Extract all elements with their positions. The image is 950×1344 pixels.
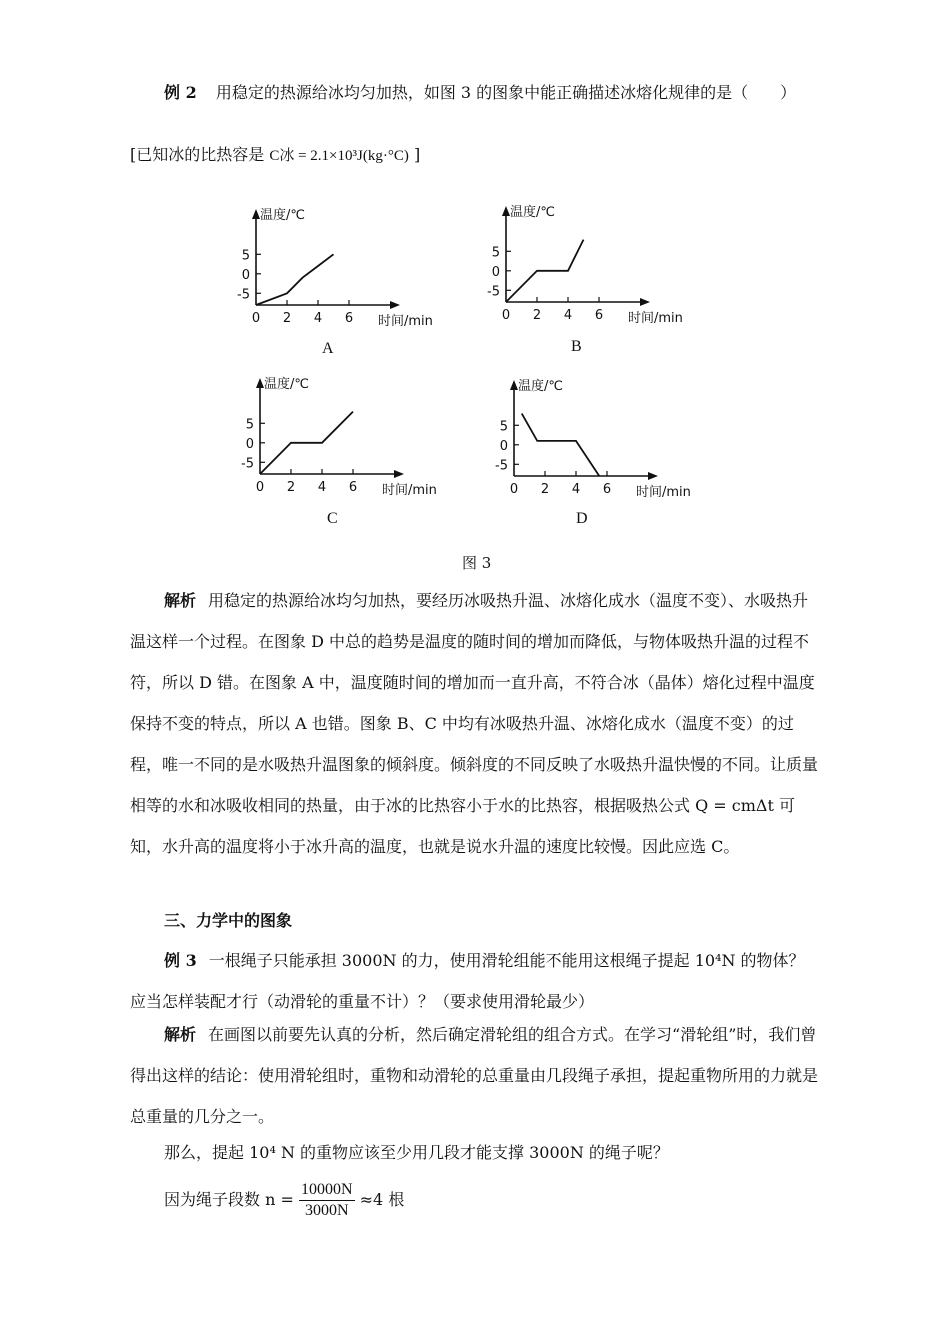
graph-C-caption: C (327, 510, 338, 527)
y-axis-label: 温度/℃ (260, 208, 305, 223)
example3-text: 一根绳子只能承担 3000N 的力，使用滑轮组能不能用这根绳子提起 10⁴N 的物体？应当怎样装配才行（动滑轮的重量不计）？（要求使用滑轮最少） (130, 951, 805, 1011)
x-axis-label: 时间/min (636, 485, 691, 500)
example2-label: 例 2 (164, 83, 197, 102)
series-line-B (506, 240, 584, 302)
x-tick-label: 2 (286, 480, 296, 495)
x-tick-label: 4 (563, 308, 573, 323)
y-tick-label: -5 (241, 456, 254, 472)
because-line (164, 1180, 404, 1221)
series-line-D (522, 414, 600, 476)
analysis1-label: 解析 (164, 591, 197, 610)
known-prefix: [已知冰的比热容是 (130, 145, 265, 164)
known-heat-capacity (130, 144, 420, 167)
x-tick-label: 0 (251, 311, 261, 326)
graph-C (200, 374, 437, 518)
x-tick-label: 4 (571, 482, 581, 497)
x-axis-label: 时间/min (378, 314, 433, 329)
graph-A-caption: A (322, 340, 334, 357)
x-tick-label: 2 (282, 311, 292, 326)
y-axis-label: 温度/℃ (264, 377, 309, 392)
graph-B (446, 202, 683, 346)
graph-D (454, 376, 691, 520)
x-tick-label: 6 (594, 308, 604, 323)
series-line-C (260, 412, 353, 474)
y-tick-label: 5 (241, 248, 250, 264)
graph-B-svg (446, 202, 683, 342)
analysis2-label: 解析 (164, 1025, 197, 1044)
x-axis-arrow (394, 470, 404, 478)
then-line: 那么，提起 10⁴ N 的重物应该至少用几段才能支撑 3000N 的绳子呢？ (164, 1143, 669, 1162)
fraction-numerator: 10000N (299, 1180, 355, 1201)
graph-D-svg (454, 376, 691, 516)
because-result: ≈4 根 (359, 1190, 405, 1209)
y-axis-arrow (510, 380, 518, 390)
graph-A-svg (196, 205, 433, 345)
known-suffix: ] (413, 145, 421, 164)
y-axis-label: 温度/℃ (518, 379, 563, 394)
figure-caption: 图 3 (462, 554, 492, 572)
y-axis-label: 温度/℃ (510, 205, 555, 220)
graph-B-caption: B (571, 338, 582, 355)
y-tick-label: 5 (245, 417, 254, 433)
example2-question (164, 82, 796, 104)
x-tick-label: 0 (255, 480, 265, 495)
x-tick-label: 0 (509, 482, 519, 497)
x-tick-label: 0 (501, 308, 511, 323)
graph-A (196, 205, 433, 349)
y-tick-label: -5 (487, 284, 500, 300)
example3-label: 例 3 (164, 951, 197, 970)
x-tick-label: 6 (344, 311, 354, 326)
x-axis-label: 时间/min (628, 311, 683, 326)
y-axis-arrow (502, 206, 510, 216)
x-axis-label: 时间/min (382, 483, 437, 498)
analysis1-paragraph (130, 580, 820, 867)
x-tick-label: 6 (348, 480, 358, 495)
y-tick-label: 5 (499, 419, 508, 435)
fraction-denominator: 3000N (304, 1202, 349, 1219)
y-tick-label: 0 (491, 264, 500, 280)
graph-C-svg (200, 374, 437, 514)
known-formula: C冰 = 2.1×10³J(kg·°C) (269, 148, 409, 164)
section3-title: 三、力学中的图象 (164, 911, 293, 930)
graph-D-caption: D (576, 510, 588, 527)
analysis2-paragraph (130, 1014, 820, 1137)
fraction (299, 1180, 355, 1221)
example2-text: 用稳定的热源给冰均匀加热，如图 3 的图象中能正确描述冰熔化规律的是（ ） (215, 83, 797, 102)
x-axis-arrow (648, 472, 658, 480)
x-tick-label: 4 (313, 311, 323, 326)
analysis2-text: 在画图以前要先认真的分析，然后确定滑轮组的组合方式。在学习“滑轮组”时，我们曾得出这样的结论：使用滑轮组时，重物和动滑轮的总重量由几段绳子承担，提起重物所用的力就是总重量的几分之一。 (130, 1025, 819, 1126)
y-tick-label: 5 (491, 245, 500, 261)
y-axis-arrow (256, 378, 264, 388)
y-tick-label: 0 (499, 438, 508, 454)
y-tick-label: 0 (241, 267, 250, 283)
series-line-A (256, 254, 334, 305)
because-prefix: 因为绳子段数 n = (164, 1190, 294, 1209)
x-axis-arrow (390, 301, 400, 309)
example3-paragraph (130, 940, 820, 1022)
x-axis-arrow (640, 298, 650, 306)
y-tick-label: -5 (237, 287, 250, 303)
x-tick-label: 4 (317, 480, 327, 495)
x-tick-label: 2 (540, 482, 550, 497)
y-tick-label: -5 (495, 458, 508, 474)
y-tick-label: 0 (245, 436, 254, 452)
y-axis-arrow (252, 209, 260, 219)
x-tick-label: 2 (532, 308, 542, 323)
x-tick-label: 6 (602, 482, 612, 497)
analysis1-text: 用稳定的热源给冰均匀加热，要经历冰吸热升温、冰熔化成水（温度不变）、水吸热升温这样一个过程。在图象 D 中总的趋势是温度的随时间的增加而降低，与物体吸热升温的过程不符，所以 D 错。在图象 A 中，温度随时间的增加而一直升高，不符合冰（晶体）熔化过程中温度保持不变的特点，所以 A 也错。图象 B、C 中均有冰吸热升温、冰熔化成水（温度不变）的过程，唯一不同的是水吸热升温图象的倾斜度。倾斜度的不同反映了水吸热升温快慢的不同。让质量相等的水和冰吸收相同的热量，由于冰的比热容小于水的比热容，根据吸热公式 Q = cmΔt 可知，水升高的温度将小于冰升高的温度，也就是说水升温的速度比较慢。因此应选 C。 (130, 591, 819, 856)
